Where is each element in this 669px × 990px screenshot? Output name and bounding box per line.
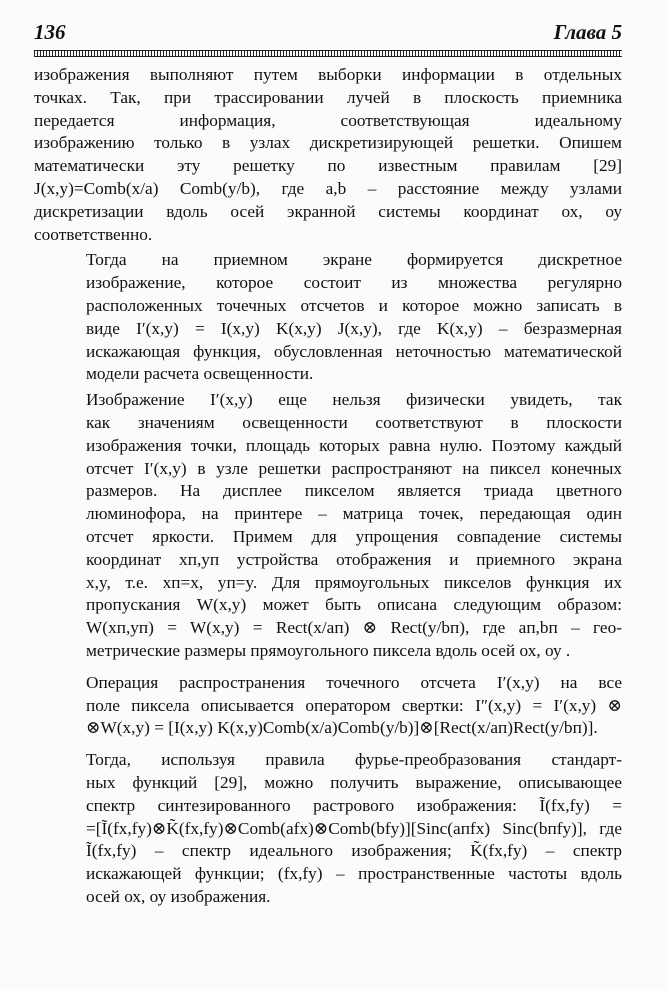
text-line: Изображение I′(x,y) еще нельзя физически увидеть, так xyxy=(86,390,622,410)
text-line: изображения точки, площадь которых равна нулю. Поэтому каждый xyxy=(86,435,622,455)
text-line: ных функций [29], можно получить выражение, описывающее xyxy=(86,772,622,792)
paragraph xyxy=(34,749,622,909)
paragraph xyxy=(34,672,622,740)
text-line: спектр синтезированного растрового изображения: Ĩ(fx,fy) = xyxy=(86,795,622,815)
text-line: =[Ĩ(fx,fy)⊗K̃(fx,fy)⊗Comb(afx)⊗Comb(bfy)][Sinc(aпfx) Sinc(bпfy)], где xyxy=(86,818,622,838)
text-line: отсчет яркости. Примем для упрощения совпадение системы xyxy=(86,526,622,546)
page-number: 136 xyxy=(34,20,66,44)
text-line: виде I′(x,y) = I(x,y) K(x,y) J(x,y), где K(x,y) – безразмерная xyxy=(86,318,622,338)
text-line: как значениям освещенности соответствуют в плоскости xyxy=(86,412,622,432)
text-line: осей ох, оу изображения. xyxy=(86,886,271,906)
text-line: искажающая функция, обусловленная неточностью математической xyxy=(86,341,622,361)
text-line: ⊗W(x,y) = [I(x,y) K(x,y)Comb(x/a)Comb(y/b)]⊗[Rect(x/aп)Rect(y/bп)]. xyxy=(86,718,598,738)
text-line: размеров. На дисплее пикселом является триада цветного xyxy=(86,481,622,501)
text-line: искажающей функции; (fx,fy) – пространственные частоты вдоль xyxy=(86,864,622,884)
text-line: отсчет I′(x,y) в узле решетки распространяют на пиксел конечных xyxy=(86,458,622,478)
header-rule xyxy=(34,50,622,57)
text-line: x,y, т.е. xп=x, yп=y. Для прямоугольных пикселов функция их xyxy=(86,572,622,592)
text-line: изображения выполняют путем выборки информации в отдельных xyxy=(34,65,622,84)
text-line: изображение, которое состоит из множества регулярно xyxy=(86,273,622,293)
text-line: люминофора, на принтере – матрица точек, передающая один xyxy=(86,504,622,524)
chapter-title: Глава 5 xyxy=(553,20,622,44)
text-line: изображению только в узлах дискретизирующей решетки. Опишем xyxy=(34,133,622,153)
text-line: J(x,y)=Comb(x/a) Comb(y/b), где a,b – расстояние между узлами xyxy=(34,178,622,198)
running-header xyxy=(34,20,622,44)
text-line: дискретизации вдоль осей экранной системы координат ох, оу xyxy=(34,201,622,221)
text-line: расположенных точечных отсчетов и которое можно записать в xyxy=(86,295,622,315)
paragraph xyxy=(34,249,622,386)
text-line: Операция распространения точечного отсчета I′(x,y) на все xyxy=(86,672,622,692)
text-line: соответственно. xyxy=(34,224,153,244)
text-line: W(xп,yп) = W(x,y) = Rect(x/aп) ⊗ Rect(y/bп), где aп,bп – гео- xyxy=(86,618,622,638)
text-line: Тогда на приемном экране формируется дискретное xyxy=(86,250,622,270)
text-line: поле пиксела описывается оператором свертки: I″(x,y) = I′(x,y) ⊗ xyxy=(86,695,622,715)
text-line: модели расчета освещенности. xyxy=(86,364,314,384)
text-line: передается информация, соответствующая идеальному xyxy=(34,110,622,130)
paragraph xyxy=(34,64,622,246)
text-line: Тогда, используя правила фурье-преобразования стандарт- xyxy=(86,750,622,770)
paragraph xyxy=(34,389,622,663)
body-text xyxy=(34,64,622,912)
text-line: математически эту решетку по известным правилам [29] xyxy=(34,156,622,176)
text-line: пропускания W(x,y) может быть описана следующим образом: xyxy=(86,595,622,615)
text-line: координат xп,yп устройства отображения и приемного экрана xyxy=(86,549,622,569)
text-line: метрические размеры прямоугольного пиксела вдоль осей ох, оу . xyxy=(86,640,571,660)
text-line: точках. Так, при трассировании лучей в плоскость приемника xyxy=(34,87,622,107)
text-line: Ĩ(fx,fy) – спектр идеального изображения; K̃(fx,fy) – спектр xyxy=(86,841,622,861)
